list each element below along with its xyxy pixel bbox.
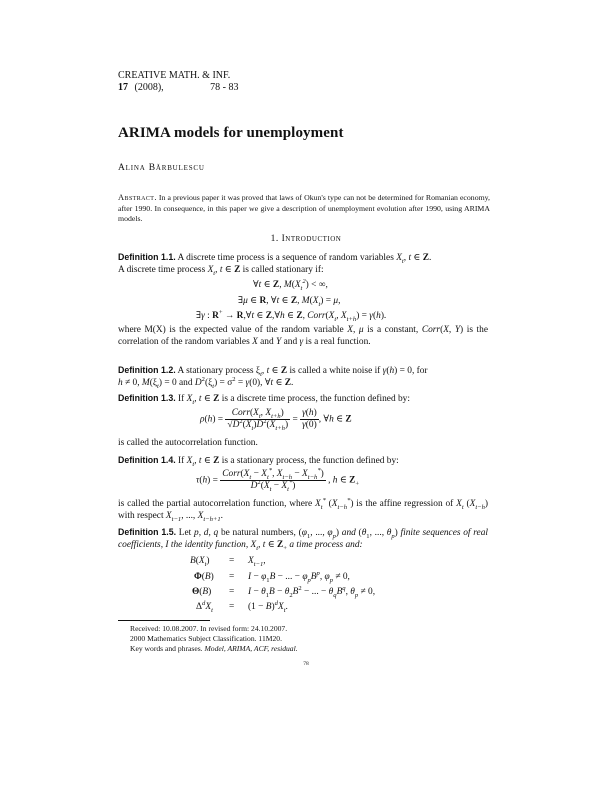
definition-text: is the affine regression of	[353, 499, 457, 509]
definition-text: A discrete time process is a sequence of random variables	[175, 253, 397, 263]
definition-label: Definition 1.1.	[118, 252, 176, 262]
abstract-label: Abstract.	[118, 192, 157, 202]
equation: ∃γ : R+ → R,∀t ∈ Z,∀h ∈ Z, $Corr(X_t$, $X_{t+h}) = \gamma(h)$.	[196, 308, 387, 323]
definition-1-1-explanation: where M(X) is the expected value of the random variable X, μ is a constant, Corr(X, Y) is the correlation of the random variables X and Y and γ is a real function.	[118, 325, 488, 347]
definition-1-4-after: is called the partial autocorrelation function, where $X_t^*$ $(X_{t-h}^*)$ is the affine regression of $X_t$ $(X_{t-h})$ with respect $X_{t-1}$, ..., $X_{t-h+1}$.	[118, 496, 488, 523]
definition-text: A discrete time process	[118, 264, 208, 275]
equation-phi: Φ(B) = $I - \varphi_1B$ − ... − $\varphi_pB^p$, $\varphi_p \ne 0$,	[194, 569, 350, 584]
footnote-rule	[118, 620, 210, 621]
journal-volume-line	[118, 82, 239, 94]
paper-author: Alina Bărbulescu	[118, 163, 205, 173]
definition-label: Definition 1.2.	[118, 365, 176, 375]
definition-text: where M(X) is the expected value of the random variable	[118, 325, 348, 335]
definition-text: be natural numbers,	[218, 528, 299, 538]
definition-text: A stationary process ξ	[175, 366, 261, 376]
abstract-text: In a previous paper it was proved that laws of Okun's type can not be determined for Romanian economy, after 1990. In consequence, in this paper we give a description of unemployment evolution after 1990, using ARIMA models.	[118, 193, 490, 223]
definition-text: finite sequences of real coefficients, I the identity function,	[118, 528, 489, 550]
definition-text: is called stationary if:	[240, 264, 324, 275]
definition-text: a time process and:	[287, 539, 363, 550]
keywords-text: Model, ARIMA, ACF, residual.	[202, 644, 298, 653]
definition-1-3-after: is called the autocorrelation function.	[118, 438, 258, 448]
equation-backshift: $B(X_t)$ = $X_{t-1}$,	[190, 556, 266, 568]
journal-pages: 78 - 83	[210, 82, 239, 93]
journal-year: (2008),	[134, 82, 164, 93]
equation: ∀t ∈ Z, $M(X_t^2)$ < ∞,	[253, 277, 328, 292]
autocorrelation-equation: ρ(h) = $\frac{Corr(X_t, X_{t+h})}{√D^2(X_t)D^2(X_{t+h})}$ = $\frac{\gamma(h)}{\gamma(0)}$ , ∀h ∈ Z	[200, 408, 352, 432]
definition-label: Definition 1.4.	[118, 455, 176, 465]
definition-text: is a real function.	[303, 336, 371, 347]
journal-volume: 17	[118, 82, 128, 93]
definition-text: and	[281, 336, 300, 347]
equation-theta: Θ(B) = $I - \theta_1B - \theta_2B^2$ − ... − $\theta_qB^q$, $\theta_p \ne 0$,	[192, 584, 376, 599]
equation: ∃μ ∈ R, ∀t ∈ Z, $M(X_t) = \mu$,	[238, 296, 341, 308]
paper-title: ARIMA models for unemployment	[118, 125, 344, 141]
definition-text: is a stationary process, the function defined by:	[219, 456, 399, 466]
definition-label: Definition 1.5.	[118, 527, 177, 537]
definition-1-2: Definition 1.2. A stationary process $\xi_t$, t ∈ Z is called a white noise if γ(h) = 0, for h ≠ 0, $M(\xi_t) = 0$ and $D^2(\xi_t) = \sigma^2 = \gamma(0)$, ∀t ∈ Z.	[118, 365, 428, 390]
footnote-received: Received: 10.08.2007. In revised form: 24.10.2007.	[130, 624, 288, 633]
keywords-label: Key words and phrases.	[130, 644, 203, 653]
definition-label: Definition 1.3.	[118, 393, 176, 403]
partial-autocorrelation-equation: τ(h) = $\frac{Corr(X_t - X_t^*, X_{t-h} - X_{t-h}^*)}{D^2(X_t - X_t^*)}$ , h ∈ $Z_+$	[196, 466, 360, 493]
section-heading: 1. Introduction	[270, 234, 342, 244]
definition-1-4: Definition 1.4. If $X_t$, t ∈ Z is a stationary process, the function defined by:	[118, 455, 399, 468]
page-number: 78	[303, 661, 309, 667]
abstract	[118, 192, 490, 225]
footnote-keywords	[130, 644, 298, 654]
definition-1-3: Definition 1.3. If $X_t$, t ∈ Z is a discrete time process, the function defined by:	[118, 393, 410, 406]
definition-text: is the correlation of the random variables	[118, 325, 488, 347]
definition-text: with respect	[118, 510, 166, 521]
definition-text: Let	[176, 528, 195, 538]
definition-text: If	[175, 394, 187, 404]
definition-text: If	[175, 456, 187, 466]
definition-text: is called a white noise if	[287, 366, 383, 376]
footnote-msc: 2000 Mathematics Subject Classification. 11M20.	[130, 634, 282, 643]
definition-text: and	[257, 336, 277, 347]
definition-text: is called the partial autocorrelation function, where	[118, 499, 315, 509]
definition-1-1: Definition 1.1. A discrete time process is a sequence of random variables $X_t$, t ∈ Z. A discrete time process $X_t$, t ∈ Z is called stationary if:	[118, 252, 432, 277]
definition-text: is a discrete time process, the function defined by:	[219, 394, 410, 404]
equation-difference: $\Delta^dX_t$ = $(1 - B)^dX_t$.	[196, 599, 288, 614]
journal-name: CREATIVE MATH. & INF.	[118, 70, 231, 81]
definition-1-5: Definition 1.5. Let p, d, q be natural numbers, ($\varphi_1$, ..., $\varphi_p$) and ($\theta_1$, ..., $\theta_p$) finite sequences of real coefficients, I the identity function, $X_t$, t ∈ $Z_+$ a time process and:	[118, 527, 489, 552]
